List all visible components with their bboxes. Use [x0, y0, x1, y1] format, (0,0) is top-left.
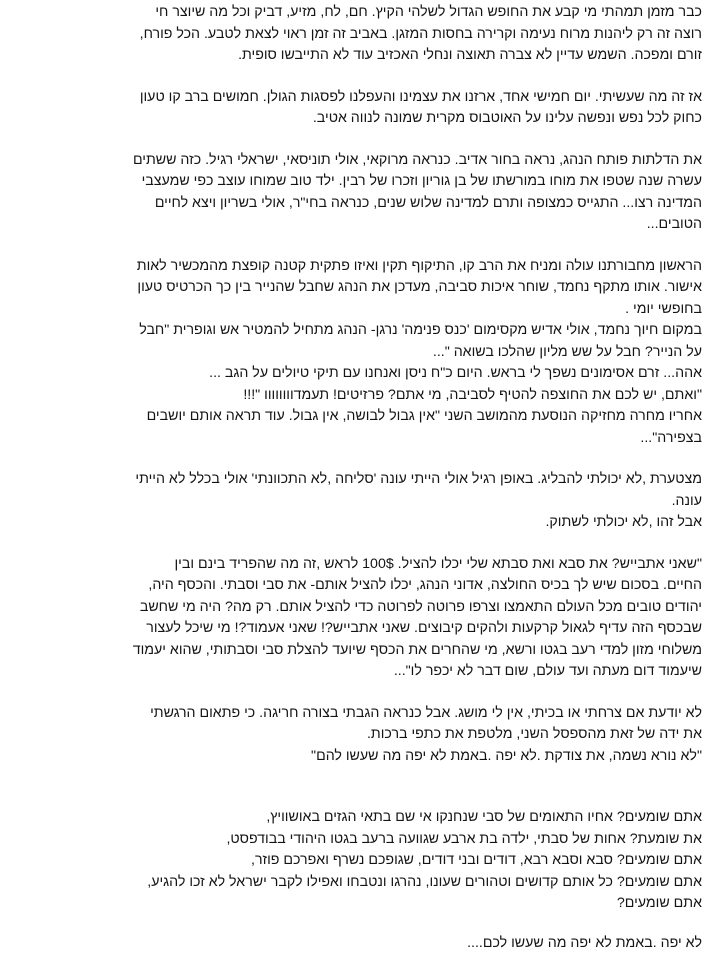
text-line: את הדלתות פותח הנהג, נראה בחור אדיב. כנראה מרוקאי, אולי תוניסאי, ישראלי רגיל. כזה ששתים [132, 151, 702, 168]
text-line: זורם ומפכה. השמש עדיין לא צברה תאוצה ונחלי האכזיב עוד לא התייבשו סופית. [238, 47, 702, 63]
paragraph-8 [22, 807, 702, 915]
text-line: המדינה רצו... התגייס כמצופה ותרם למדינה שלוש שנים, כנראה בחי"ר, אולי בשריון ויצא לחיים [154, 194, 702, 211]
text-line: "שאני אתבייש? את סבא ואת סבתא שלי יכלו להציל. 100$ לראש ,זה מה שהפריד בינם ובין [174, 555, 702, 572]
text-line: כחוק לכל נפש ונפשה עלינו על האוטבוס מקרית שמונה לנווה אטיב. [312, 110, 702, 126]
paragraph-6 [22, 554, 702, 683]
text-line: משלוחי מזון למדי רעב בגטו ורשא, מי שהחרים את הכסף שיועד להצלת סבי וסבתותי, שהוא יעמוד [132, 641, 702, 658]
text-line: יהודים טובים מכל העולם התאמצו וצרפו פרוטה לפרוטה כדי להציל אותם. רק מה? היה מי שחשב [139, 598, 702, 615]
text-line: אתם שומעים? אחיו התאומים של סבי שנחנקו אי שם בתאי הגזים באושוויץ, [266, 809, 702, 825]
paragraph-4 [22, 256, 702, 450]
text-line: שבכסף הזה עדיף לגאול קרקעות ולהקים קיבוצים. שאני אתבייש?! שאני אעמוד?! מי שיכל לעצור [146, 620, 702, 636]
text-line: בחופשי יומי . [625, 300, 702, 317]
text-line: את ידה של זאת מהספסל השני, מלטפת את כתפי ברכות. [366, 726, 702, 742]
paragraph-1 [22, 2, 702, 67]
text-line: "ואתם, יש לכם את החוצפה להטיף לסביבה, מי אתם? פרזיטים! תעמדוווווווו "!!! [243, 386, 702, 403]
text-line: אתם שומעים? סבא וסבא רבא, דודים ובני דודים, שגופכם נשרף ואפרכם פוזר, [251, 852, 702, 868]
text-line: שיעמוד דום מעתה ועד עולם, שום דבר לא יכפר לו"... [393, 663, 702, 679]
text-line: הטובים... [646, 216, 702, 232]
text-line: עונה. [671, 492, 702, 509]
paragraph-3 [22, 150, 702, 236]
text-line: את שומעת? אחות של סבתי, ילדה בת ארבע שגוועה ברעב בגטו היהודי בבודפסט, [226, 830, 702, 847]
text-line: אז זה מה שעשיתי. יום חמישי אחד, ארזנו את עצמינו והעפלנו לפסגות הגולן. חמושים ברב קו טעון [139, 88, 702, 105]
text-line: לא יפה .באמת לא יפה מה שעשו לכם.... [467, 934, 702, 951]
text-line: אבל זהו ,לא יכולתי לשתוק. [545, 514, 702, 530]
text-line: אתם שומעים? כל אותם קדושים וטהורים שעונו, נהרגו ונטבחו ואפילו לקבר ישראל לא זכו להגיע, [147, 873, 702, 890]
paragraph-9 [22, 933, 702, 955]
text-line: כבר מזמן תמהתי מי קבע את החופש הגדול לשלהי הקיץ. חם, לח, מזיע, דביק וכל מה שיוצר חי [155, 4, 702, 20]
text-line: אחריו מחרה מחזיקה הנוסעת מהמושב השני "אין גבול לבושה, אין גבול. עוד תראה אותם יושבים [146, 408, 702, 424]
text-line: "לא נורא נשמה, את צודקת .לא יפה .באמת לא יפה מה שעשו להם" [311, 747, 702, 764]
text-line: אהה... זרם אסימונים נשפך לי בראש. היום כ"ח ניסן ואנחנו עם תיקי טיולים על הגב ... [209, 365, 702, 381]
text-line: הראשון מחבורתנו עולה ומניח את הרב קו, התיקוף תקין ואיזו פתקית קטנה קופצת מהמכשיר לאות [136, 257, 702, 274]
text-line: אתם שומעים? [616, 895, 702, 911]
text-line: אישור. אותו מתקף נחמד, שוחר איכות סביבה, מעדכן את הנהג שחבל שהנייר בין כך הכרטיס טעון [137, 279, 702, 295]
text-line: רוצה זה רק ליהנות מרוח נעימה וקרירה בחסות המזגן. באביב זה זמן ראוי לצאת לטבע. הכל פורח, [139, 25, 702, 42]
paragraph-2 [22, 87, 702, 130]
text-line: במקום חיוך נחמד, אולי אדיש מקסימום 'כנס פנימה' נרגן- הנהג מתחיל להמטיר אש וגופרית "חבל [139, 322, 702, 338]
text-line: עשרה שנה שטפו את מוחו במורשתו של בן גוריון וזכרו של רבין. ילד טוב שמוחו עוצב כפי שמעצבי [141, 173, 702, 189]
text-line: החיים. בסכום שיש לך בכיס החולצה, אדוני הנהג, יכלו להציל אותם- את סבי וסבתי. והכסף היה, [148, 577, 702, 593]
text-line: בצפירה"... [640, 429, 702, 446]
text-line: לא יודעת אם צרחתי או בכיתי, אין לי מושג. אבל כנראה הגבתי בצורה חריגה. כי פתאום הרגשתי [150, 704, 702, 721]
paragraph-5 [22, 469, 702, 534]
text-line: על הנייר? חבל על שש מליון שהלכו בשואה "... [432, 343, 702, 360]
text-line: מצטערת ,לא יכולתי להבליג. באופן רגיל אולי הייתי עונה 'סליחה ,לא התכוונתי' אולי בכלל לא הייתי [135, 471, 702, 487]
paragraph-7 [22, 703, 702, 768]
